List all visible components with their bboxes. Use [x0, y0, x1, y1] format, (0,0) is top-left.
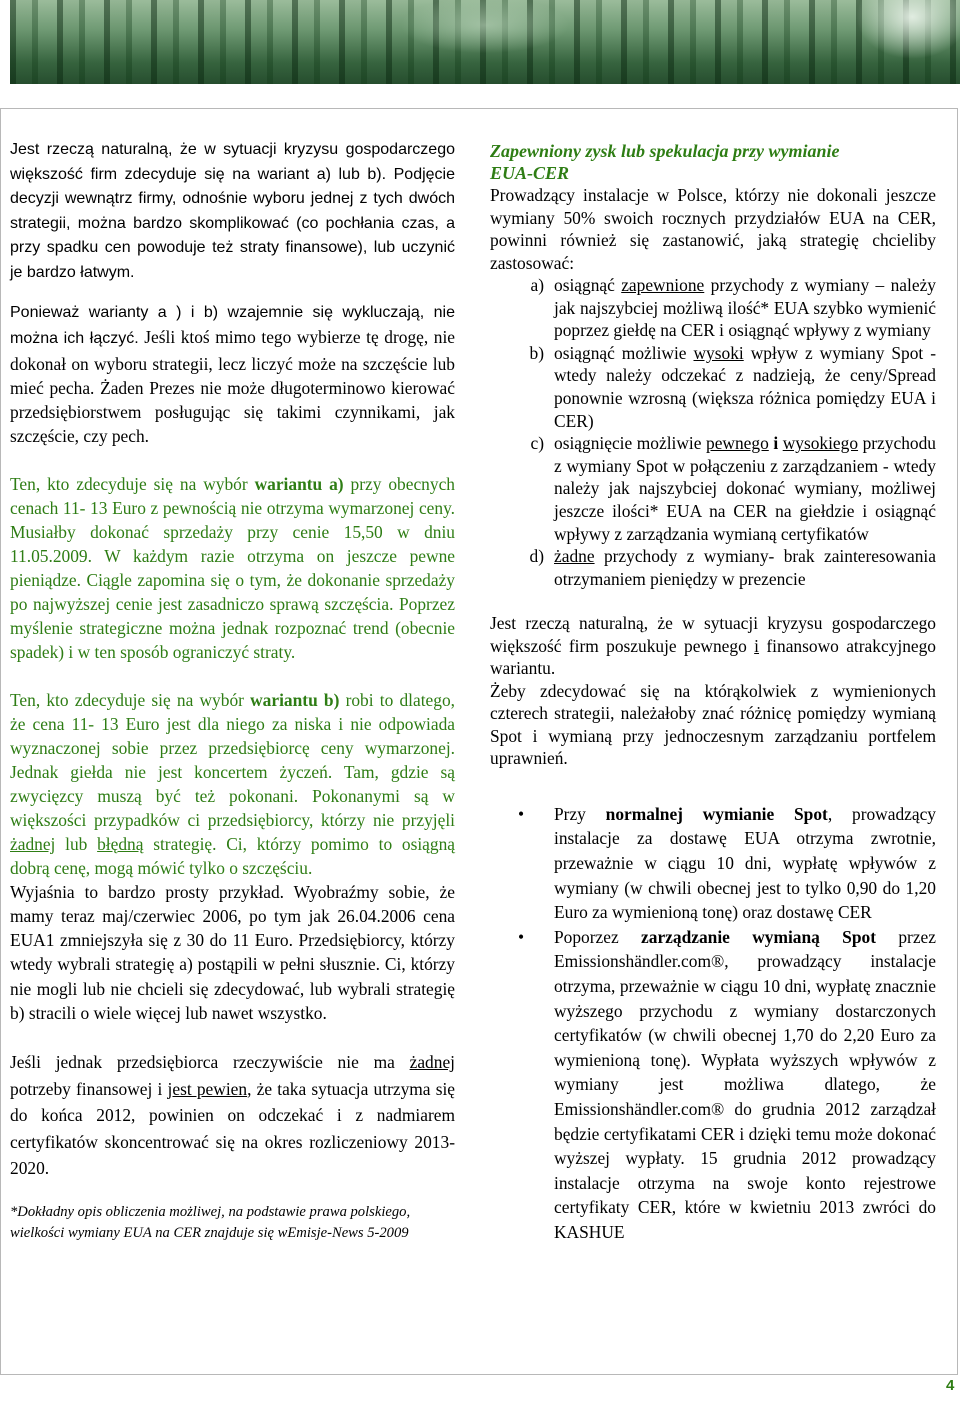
paragraph-secure-variant: Jest rzeczą naturalną, że w sytuacji kryzysu gospodarczego większość firm poszukuje pewnego i finansowo atrakcyjnego wariantu.	[490, 613, 936, 679]
page-number: 4	[946, 1377, 955, 1394]
right-column	[490, 140, 936, 1245]
list-item: • Poporzez zarządzanie wymianą Spot przez Emissionshändler.com®, prowadzący instalacje otrzyma, przeważnie w ciągu 10 dni, wypłatę znacznie wyższego przychodu z wymiany dostarczonych certyfikatów (w chwili obecnej 1,70 do 2,20 Euro za wymienioną tonę). Wypłata wyższych wpływów z wymiany jest możliwa dlatego, że Emissionshändler.com® do grudnia 2012 zarządzał będzie certyfikatami CER i dzięki temu może dokonać wyższej wypłaty. 15 grudnia 2012 prowadzący instalacje otrzyma na swoje konto rejestrowe certyfikaty CER, które w kwietniu 2013 zwróci do KASHUE	[518, 926, 936, 1242]
list-item: c) osiągnięcie możliwie pewnego i wysokiego przychodu z wymiany Spot w połączeniu z zarządzaniem - wtedy należy jak najszybciej dokonać wymiany, możliwej jeszcze ilości* EUA na CER na giełdzie i osiągnąć wpływy z zarządzania wymianą certyfikatów	[530, 433, 936, 544]
exchange-bullets	[490, 802, 936, 1245]
paragraph-example-2006: Wyjaśnia to bardzo prosty przykład. Wyobraźmy sobie, że mamy teraz maj/czerwiec 2006, po tym jak 26.04.2006 cena EUA1 zmniejszyła się z 30 do 11 Euro. Przedsiębiorcy, którzy wtedy wybrali strategię a) postąpili w pełni słusznie. Ci, którzy nie mogli lub nie chcieli się zdecydować, lub wybrali strategię b) stracili o wiele więcej lub nawet wszystko.	[10, 881, 455, 1023]
paragraph-no-financial-need: Jeśli jednak przedsiębiorca rzeczywiście nie ma żadnej potrzeby finansowej i jest pewien, że taka sytuacja utrzyma się do końca 2012, powinien on odczekać i z nadmiarem certyfikatów skoncentrować się na okres rozliczeniowy 2013- 2020.	[10, 1051, 456, 1179]
list-item: d) żadne przychody z wymiany- brak zainteresowania otrzymaniem pieniędzy w prezencie	[529, 546, 936, 589]
paragraph-variant-a: Ten, kto zdecyduje się na wybór wariantu a) przy obecnych cenach 11- 13 Euro z pewnością nie otrzyma wymarzonej ceny. Musiałby dokonać sprzedaży przy cenie 15,50 w dniu 11.05.2009. W każdym razie otrzyma on jeszcze pewne pieniądze. Ciągle zapomina się o tym, że dokonanie sprzedaży po najwyższej cenie jest zasadniczo sprawą szczęścia. Poprzez myślenie strategiczne można jednak rozpoznać trend (obecnie spadek) i w ten sposób ograniczyć straty.	[10, 473, 455, 662]
paragraph-crisis-intro: Jest rzeczą naturalną, że w sytuacji kryzysu gospodarczego większość firm zdecyduje się na wariant a) lub b). Podjęcie decyzji wewnątrz firmy, odnośnie wyboru jednej z tych dwóch strategii, można bardzo skomplikować (co pochłania czas, a przy spadku cen powoduje też straty finansowe), lub uczynić je bardzo łatwym.	[10, 141, 455, 281]
paragraph-strategy-intro: Prowadzący instalacje w Polsce, którzy nie dokonali jeszcze wymiany 50% swoich rocznych przydziałów EUA na CER, powinni również się zastanowić, jaką strategię chcieliby zastosować:	[490, 185, 936, 273]
strategy-list	[490, 274, 936, 590]
list-item: a) osiągnąć zapewnione przychody z wymiany – należy jak najszybciej możliwą ilość* EUA szybko wymienić poprzez giełdę na CER i osiągnąć wpływy z wymiany	[530, 275, 936, 341]
paragraph-variants-exclusive: Ponieważ warianty a ) i b) wzajemnie się wykluczają, nie można ich łączyć. Jeśli ktoś mimo tego wybierze tę drogę, nie dokonał on wyboru strategii, lecz liczyć może na szczęście lub mieć pecha. Żaden Prezes nie może długoterminowo kierować przedsiębiorstwem posługując się takimi czynnikami, jak szczęście, czy pech.	[10, 303, 456, 446]
forest-header-banner	[10, 0, 960, 84]
list-item: • Przy normalnej wymianie Spot, prowadzący instalacje za dostawę EUA otrzyma zwrotnie, przeważnie w ciągu 10 dni, wypłatę wpływów z wymiany (w chwili obecnej jest to tylko 0,90 do 1,20 Euro za wymienioną tonę) oraz dostawę CER	[518, 803, 936, 923]
paragraph-difference: Żeby zdecydować się na którąkolwiek z wymienionych czterech strategii, należałoby znać różnicę pomiędzy wymianą Spot i wymianą przy jednoczesnym zarządzaniu portfelem uprawnień.	[490, 680, 936, 769]
footnote: *Dokładny opis obliczenia możliwej, na podstawie prawa polskiego, wielkości wymiany EUA na CER znajduje się wEmisje-News 5-2009	[10, 1203, 411, 1241]
left-column	[10, 138, 455, 1244]
section-heading: Zapewniony zysk lub spekulacja przy wymianie EUA-CER	[490, 141, 840, 183]
paragraph-variant-b: Ten, kto zdecyduje się na wybór wariantu b) robi to dlatego, że cena 11- 13 Euro jest dla niego za niska i nie odpowiada wyznaczonej sobie przez przedsiębiorcę ceny wymarzonej. Jednak giełda nie jest koncertem życzeń. Tam, gdzie są zwycięzcy muszą być też pokonani. Pokonanymi są w większości przypadków ci przedsiębiorcy, którzy nie przyjęli żadnej lub błędną strategię. Ci, którzy pomimo to osiągną dobrą cenę, mogą mówić tylko o szczęściu.	[10, 689, 456, 878]
list-item: b) osiągnąć możliwie wysoki wpływ z wymiany Spot - wtedy należy odczekać z nadzieją, że ceny/Spread ponownie wzrosną (większa różnica pomiędzy EUA i CER)	[529, 342, 936, 431]
